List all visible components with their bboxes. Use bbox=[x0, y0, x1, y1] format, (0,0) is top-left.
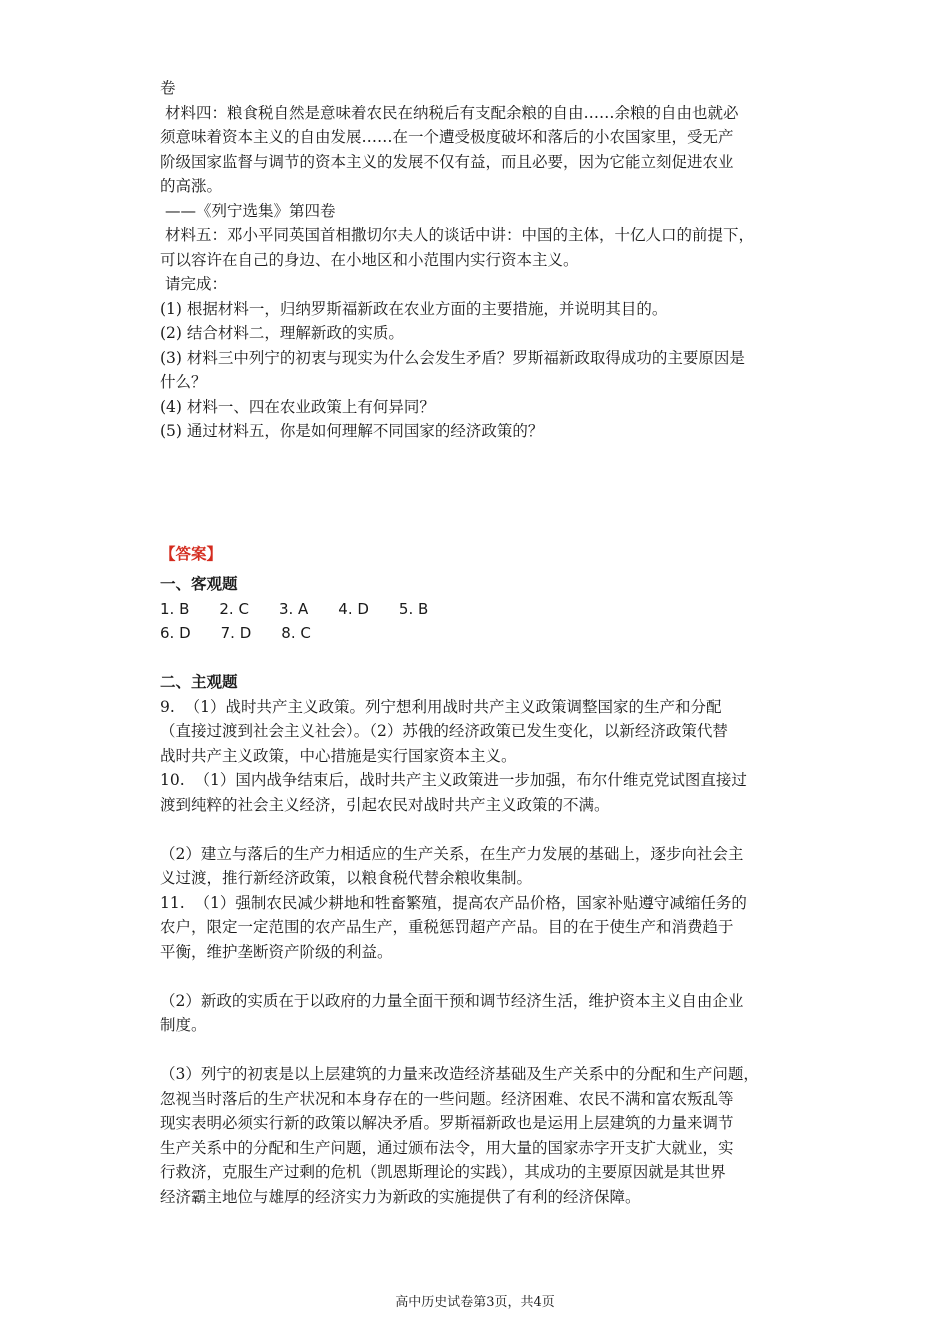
question-line: (1) 根据材料一，归纳罗斯福新政在农业方面的主要措施，并说明其目的。 bbox=[160, 299, 668, 318]
answer-line: （2）新政的实质在于以政府的力量全面干预和调节经济生活，维护资本主义自由企业 bbox=[160, 991, 744, 1010]
text-line: 材料四：粮食税自然是意味着农民在纳税后有支配余粮的自由……余粮的自由也就必 bbox=[160, 103, 739, 122]
answer-item: 3. A bbox=[278, 599, 309, 618]
answer-line: （3）列宁的初衷是以上层建筑的力量来改造经济基础及生产关系中的分配和生产问题， bbox=[160, 1065, 759, 1083]
text-line: 可以容许在自己的身边、在小地区和小范围内实行资本主义。 bbox=[160, 250, 579, 269]
text-line: 阶级国家监督与调节的资本主义的发展不仅有益，而且必要，因为它能立刻促进农业 bbox=[160, 152, 734, 171]
answer-line: （直接过渡到社会主义社会）。（2）苏俄的经济政策已发生变化，以新经济政策代替 bbox=[160, 722, 728, 740]
answer-line: 忽视当时落后的生产状况和本身存在的一些问题。经济困难、农民不满和富农叛乱等 bbox=[160, 1089, 734, 1108]
answer-line: 战时共产主义政策，中心措施是实行国家资本主义。 bbox=[160, 746, 517, 765]
answer-line: 9. （1）战时共产主义政策。列宁想利用战时共产主义政策调整国家的生产和分配 bbox=[160, 697, 722, 716]
answer-title: 【答案】 bbox=[160, 544, 223, 563]
question-line: (5) 通过材料五，你是如何理解不同国家的经济政策的？ bbox=[160, 422, 544, 440]
question-line: (2) 结合材料二，理解新政的实质。 bbox=[160, 324, 404, 342]
answer-item: 5. B bbox=[398, 599, 429, 618]
answer-line: 制度。 bbox=[160, 1016, 207, 1034]
answer-item: 7. D bbox=[220, 624, 252, 642]
objective-answers-row-2 bbox=[160, 621, 800, 646]
answer-line: 经济霸主地位与雄厚的经济实力为新政的实施提供了有利的经济保障。 bbox=[160, 1187, 641, 1206]
text-line: 卷 bbox=[160, 79, 176, 97]
answer-line: 10. （1）国内战争结束后，战时共产主义政策进一步加强，布尔什维克党试图直接过 bbox=[160, 771, 747, 789]
answer-q10 bbox=[160, 768, 800, 891]
answer-line: 行救济，克服生产过剩的危机（凯恩斯理论的实践），其成功的主要原因就是其世界 bbox=[160, 1163, 726, 1181]
answer-q9 bbox=[160, 695, 800, 769]
answer-line: 现实表明必须实行新的政策以解决矛盾。罗斯福新政也是运用上层建筑的力量来调节 bbox=[160, 1114, 734, 1132]
answer-line: 义过渡，推行新经济政策，以粮食税代替余粮收集制。 bbox=[160, 869, 533, 887]
answer-item: 6. D bbox=[160, 624, 191, 642]
answer-item: 4. D bbox=[338, 599, 369, 618]
text-line: 的高涨。 bbox=[160, 177, 223, 195]
text-line: 请完成： bbox=[160, 275, 227, 293]
question-line: (4) 材料一、四在农业政策上有何异同？ bbox=[160, 397, 435, 416]
questions-block bbox=[160, 76, 800, 444]
objective-heading: 一、客观题 bbox=[160, 575, 238, 593]
answer-q11 bbox=[160, 891, 800, 1210]
question-line: (3) 材料三中列宁的初衷与现实为什么会发生矛盾？罗斯福新政取得成功的主要原因是 bbox=[160, 348, 745, 367]
answer-line: （2）建立与落后的生产力相适应的生产关系，在生产力发展的基础上，逐步向社会主 bbox=[160, 844, 744, 863]
page-content bbox=[160, 76, 800, 1209]
text-line: 须意味着资本主义的自由发展……在一个遭受极度破坏和落后的小农国家里，受无产 bbox=[160, 128, 734, 146]
text-line: 材料五：邓小平同英国首相撒切尔夫人的谈话中讲：中国的主体，十亿人口的前提下， bbox=[160, 226, 754, 244]
answer-line: 农户，限定一定范围的农产品生产，重税惩罚超产产品。目的在于使生产和消费趋于 bbox=[160, 918, 734, 936]
text-line: ——《列宁选集》第四卷 bbox=[160, 201, 336, 220]
answer-line: 11. （1）强制农民减少耕地和牲畜繁殖，提高农产品价格，国家补贴遵守减缩任务的 bbox=[160, 893, 747, 912]
answer-item: 8. C bbox=[281, 624, 311, 642]
answer-item: 1. B bbox=[160, 599, 190, 618]
answer-line: 生产关系中的分配和生产问题，通过颁布法令，用大量的国家赤字开支扩大就业，实 bbox=[160, 1138, 734, 1157]
page-footer: 高中历史试卷第3页，共4页 bbox=[395, 1295, 555, 1310]
subjective-heading: 二、主观题 bbox=[160, 673, 238, 691]
question-line: 什么？ bbox=[160, 373, 207, 391]
answer-line: 平衡，维护垄断资产阶级的利益。 bbox=[160, 942, 393, 961]
answer-section bbox=[160, 542, 800, 1210]
objective-answers-row-1 bbox=[160, 597, 800, 622]
answer-item: 2. C bbox=[219, 599, 249, 618]
answer-line: 渡到纯粹的社会主义经济，引起农民对战时共产主义政策的不满。 bbox=[160, 795, 610, 814]
